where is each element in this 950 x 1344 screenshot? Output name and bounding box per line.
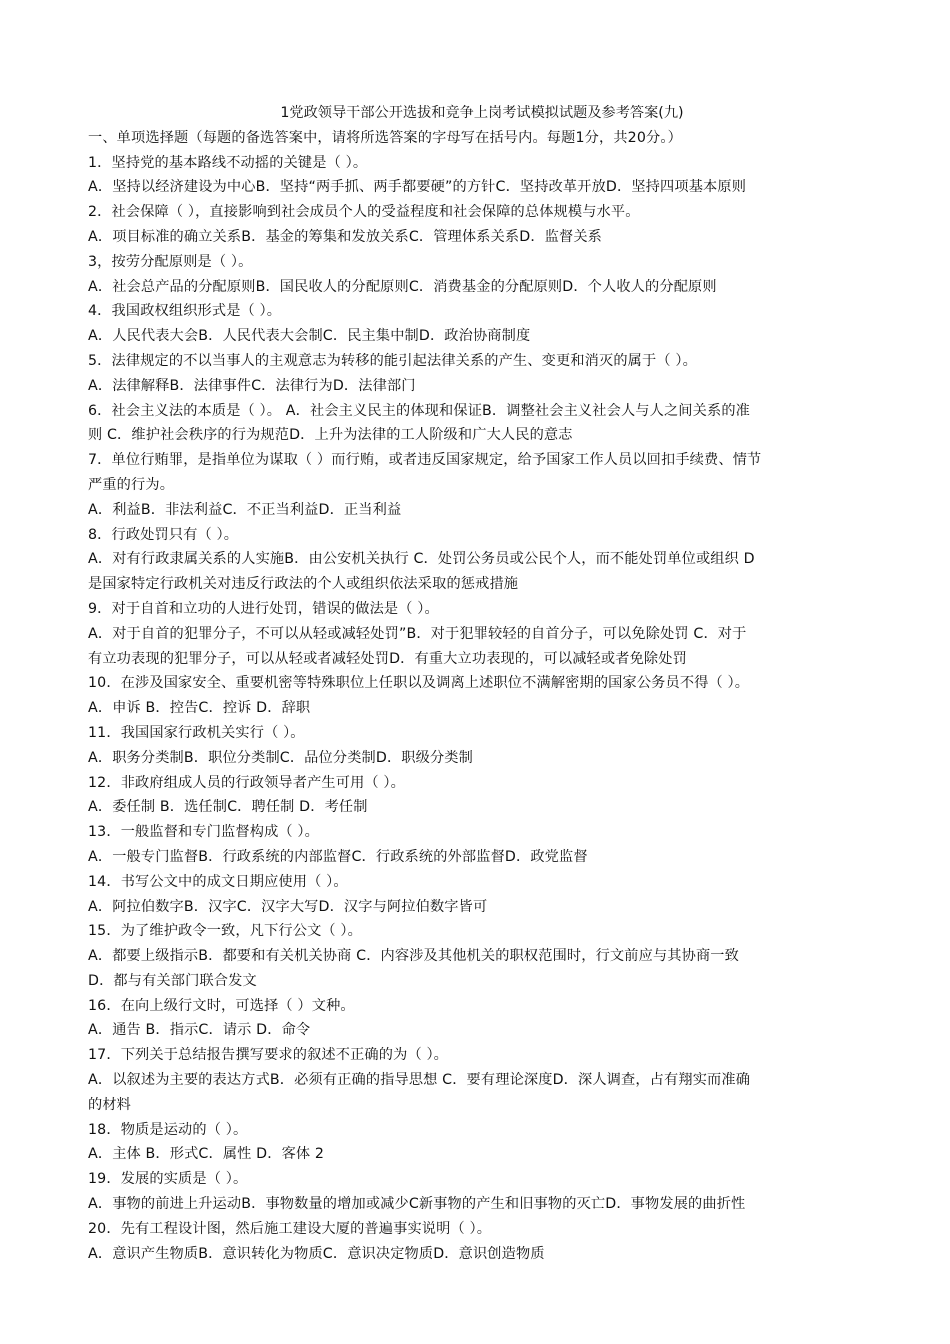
text-line: A．意识产生物质B．意识转化为物质C．意识决定物质D．意识创造物质 <box>88 1245 545 1262</box>
text-line: 3，按劳分配原则是（ ）。 <box>88 253 253 270</box>
text-line: 19．发展的实质是（ ）。 <box>88 1171 248 1188</box>
text-line: A．社会总产品的分配原则B．国民收人的分配原则C．消费基金的分配原则D．个人收人的分配原则 <box>88 278 717 295</box>
text-line: 严重的行为。 <box>88 476 175 493</box>
text-line: 12．非政府组成人员的行政领导者产生可用（ ）。 <box>88 774 406 791</box>
text-line: 14．书写公文中的成文日期应使用（ ）。 <box>88 873 348 890</box>
text-line: 13．一般监督和专门监督构成（ ）。 <box>88 824 319 841</box>
text-line: A．都要上级指示B．都要和有关机关协商 C．内容涉及其他机关的职权范围时，行文前应与其协商一致 <box>88 948 739 965</box>
text-line: A．以叙述为主要的表达方式B．必须有正确的指导思想 C．要有理论深度D．深人调查，占有翔实而准确 <box>88 1072 751 1089</box>
text-line: 20．先有工程设计图，然后施工建设大厦的普遍事实说明（ ）。 <box>88 1220 492 1237</box>
text-line: A．一般专门监督B．行政系统的内部监督C．行政系统的外部监督D．政党监督 <box>88 848 588 865</box>
text-line: 16．在向上级行文时，可选择（ ）文种。 <box>88 997 355 1014</box>
text-line: A．人民代表大会B．人民代表大会制C．民主集中制D．政治协商制度 <box>88 328 531 345</box>
document-body <box>88 126 880 1267</box>
text-line: A．通告 B．指示C．请示 D．命令 <box>88 1022 311 1039</box>
text-line: A．利益B．非法利益C．不正当利益D．正当利益 <box>88 501 402 518</box>
text-line: 11．我国国家行政机关实行（ ）。 <box>88 724 305 741</box>
text-line: 9．对于自首和立功的人进行处罚，错误的做法是（ ）。 <box>88 600 439 617</box>
document-page <box>88 101 880 1266</box>
text-line: A．事物的前进上升运动B．事物数量的增加或减少C新事物的产生和旧事物的灭亡D．事物发展的曲折性 <box>88 1196 746 1213</box>
text-line: 1．坚持党的基本路线不动摇的关键是（ ）。 <box>88 154 368 171</box>
text-line: 7．单位行贿罪，是指单位为谋取（ ）而行贿，或者违反国家规定，给予国家工作人员以回扣手续费、情节 <box>88 452 762 469</box>
text-line: 则 C．维护社会秩序的行为规范D．上升为法律的工人阶级和广大人民的意志 <box>88 427 573 444</box>
text-line: 一、单项选择题（每题的备选答案中，请将所选答案的字母写在括号内。每题1分，共20分。） <box>88 129 682 146</box>
text-line: A．职务分类制B．职位分类制C．品位分类制D．职级分类制 <box>88 749 473 766</box>
text-line: 10．在涉及国家安全、重要机密等特殊职位上任职以及调离上述职位不满解密期的国家公务员不得（ ）。 <box>88 675 750 692</box>
text-line: 15．为了维护政令一致，凡下行公文（ ）。 <box>88 923 362 940</box>
text-line: 8．行政处罚只有（ ）。 <box>88 526 239 543</box>
text-line: 18．物质是运动的（ ）。 <box>88 1121 248 1138</box>
text-line: A．法律解释B．法律事件C．法律行为D．法律部门 <box>88 377 416 394</box>
text-line: 2．社会保障（ ），直接影响到社会成员个人的受益程度和社会保障的总体规模与水平。 <box>88 204 640 221</box>
text-line: 5．法律规定的不以当事人的主观意志为转移的能引起法律关系的产生、变更和消灭的属于（ ）。 <box>88 352 697 369</box>
text-line: 17．下列关于总结报告撰写要求的叙述不正确的为（ ）。 <box>88 1047 449 1064</box>
text-line: 的材料 <box>88 1096 132 1113</box>
text-line: A．对有行政隶属关系的人实施B．由公安机关执行 C．处罚公务员或公民个人，而不能处罚单位或组织 D <box>88 551 755 568</box>
text-line: A．委任制 B．选任制C．聘任制 D．考任制 <box>88 799 368 816</box>
text-line: 6．社会主义法的本质是（ ）。 A．社会主义民主的体现和保证B．调整社会主义社会人与人之间关系的准 <box>88 402 750 419</box>
text-line: A．对于自首的犯罪分子，不可以从轻或减轻处罚”B．对于犯罪较轻的自首分子，可以免除处罚 C．对于 <box>88 625 747 642</box>
text-line: 是国家特定行政机关对违反行政法的个人或组织依法采取的惩戒措施 <box>88 576 519 593</box>
text-line: 4．我国政权组织形式是（ ）。 <box>88 303 282 320</box>
text-line: A．坚持以经济建设为中心B．坚持“两手抓、两手都要硬”的方针C．坚持改革开放D．坚持四项基本原则 <box>88 179 747 196</box>
text-line: A．项目标准的确立关系B．基金的筹集和发放关系C．管理体系关系D．监督关系 <box>88 228 603 245</box>
text-line: A．申诉 B．控告C．控诉 D．辞职 <box>88 700 311 717</box>
text-line: A．阿拉伯数字B．汉字C．汉字大写D．汉字与阿拉伯数字皆可 <box>88 898 488 915</box>
document-title: 1党政领导干部公开选拔和竞争上岗考试模拟试题及参考答案(九) <box>280 105 684 121</box>
text-line: 有立功表现的犯罪分子，可以从轻或者减轻处罚D．有重大立功表现的，可以减轻或者免除处罚 <box>88 650 687 667</box>
text-line: A．主体 B．形式C．属性 D．客体 2 <box>88 1146 325 1163</box>
text-line: D．都与有关部门联合发文 <box>88 972 257 989</box>
